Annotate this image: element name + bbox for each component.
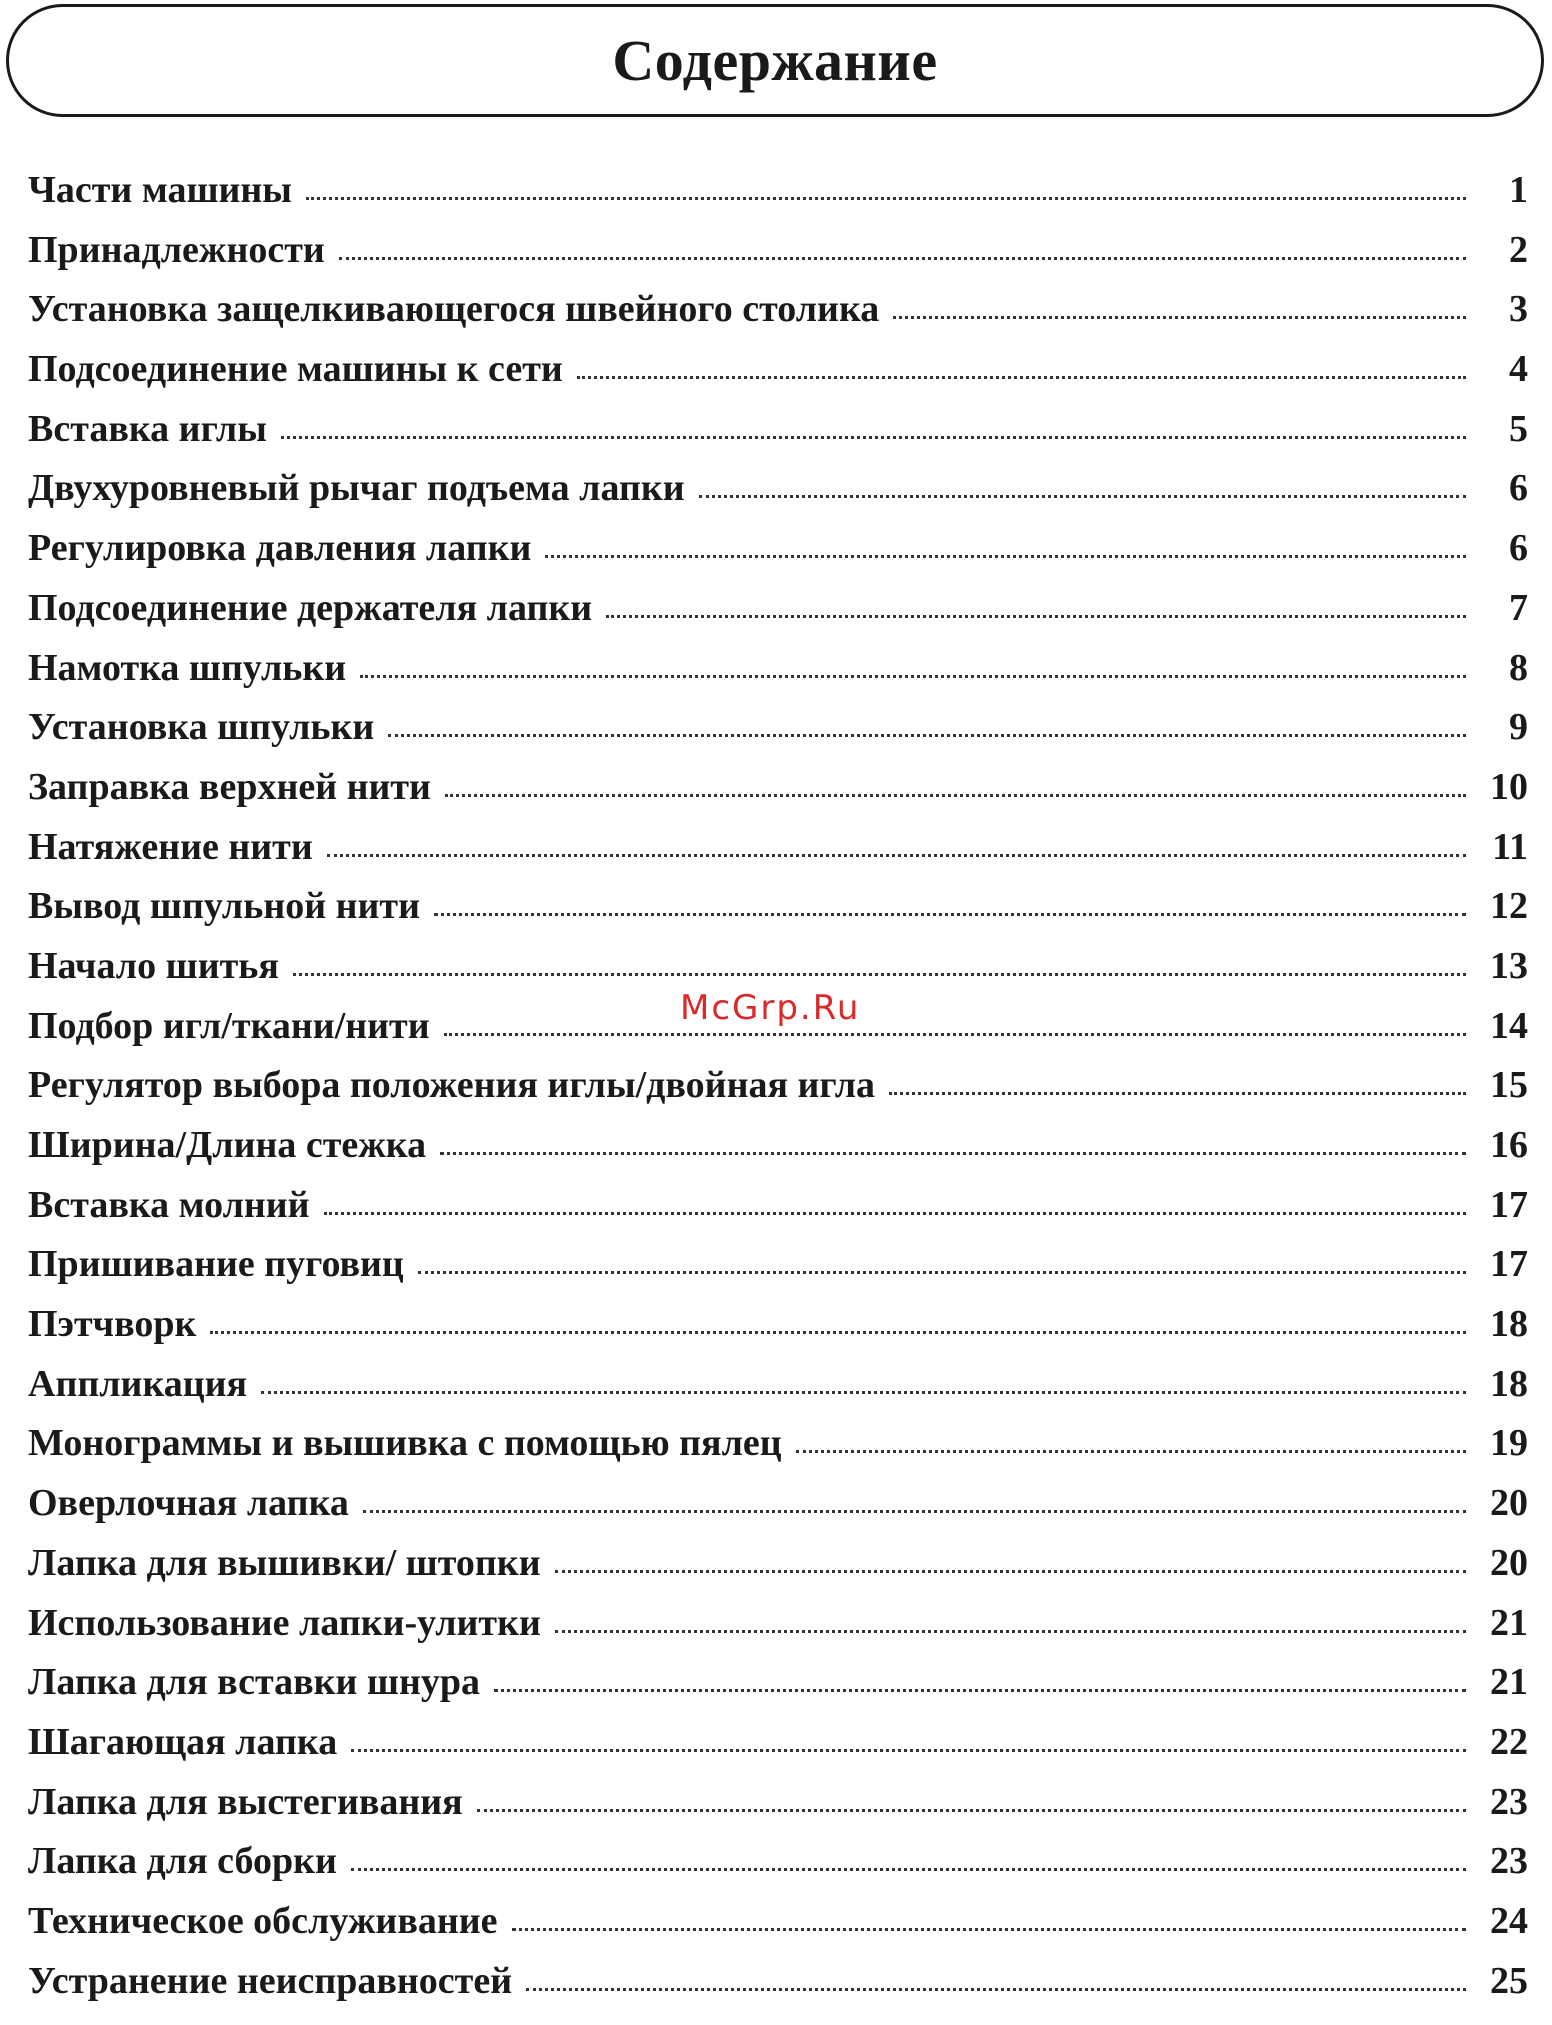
toc-entry: [28, 347, 1528, 407]
dot-leader: [351, 1868, 1466, 1871]
toc-entry-page-number: 17: [1490, 1243, 1528, 1286]
toc-entry-page-number: 21: [1490, 1601, 1528, 1644]
toc-entry: [28, 1123, 1528, 1183]
toc-entry-page-number: 21: [1490, 1661, 1528, 1704]
page-title: Содержание: [612, 28, 938, 93]
dot-leader: [526, 1988, 1466, 1991]
toc-entry-page-number: 23: [1490, 1840, 1528, 1883]
toc-entry-title: Вывод шпульной нити: [28, 885, 420, 928]
toc-entry: [28, 825, 1528, 885]
dot-leader: [699, 495, 1466, 498]
toc-entry: [28, 407, 1528, 467]
dot-leader: [327, 854, 1466, 857]
toc-entry-page-number: 6: [1509, 527, 1528, 570]
toc-entry-title: Лапка для вставки шнура: [28, 1661, 481, 1704]
watermark: McGrp.Ru: [680, 988, 861, 1028]
toc-entry-title: Лапка для выстегивания: [28, 1780, 463, 1823]
toc-entry: [28, 466, 1528, 526]
toc-entry: [28, 1601, 1528, 1661]
toc-entry: [28, 1660, 1528, 1720]
toc-entry-title: Лапка для вышивки/ штопки: [28, 1541, 541, 1584]
toc-entry-title: Заправка верхней нити: [28, 765, 431, 808]
toc-entry-title: Части машины: [28, 169, 292, 211]
toc-entry-page-number: 7: [1509, 586, 1528, 629]
toc-entry-title: Подбор игл/ткани/нити: [28, 1004, 430, 1047]
toc-entry-title: Регулировка давления лапки: [28, 527, 532, 570]
dot-leader: [555, 1630, 1466, 1633]
toc-entry: [28, 287, 1528, 347]
toc-entry-page-number: 3: [1509, 288, 1528, 331]
dot-leader: [545, 555, 1466, 558]
dot-leader: [281, 436, 1466, 439]
dot-leader: [210, 1331, 1466, 1334]
toc-entry-title: Установка шпульки: [28, 706, 375, 749]
toc-entry-page-number: 4: [1509, 348, 1528, 391]
toc-entry-page-number: 15: [1490, 1064, 1528, 1107]
toc-entry-title: Лапка для сборки: [28, 1840, 337, 1883]
toc-entry: [28, 1421, 1528, 1481]
toc-entry-page-number: 25: [1490, 1959, 1528, 2002]
toc-entry-page-number: 2: [1509, 228, 1528, 271]
toc-entry-page-number: 17: [1490, 1183, 1528, 1226]
dot-leader: [445, 794, 1466, 797]
dot-leader: [494, 1689, 1466, 1692]
toc-entry: [28, 1362, 1528, 1422]
toc-entry-title: Техническое обслуживание: [28, 1899, 498, 1942]
toc-entry-page-number: 13: [1490, 944, 1528, 987]
toc-entry-page-number: 5: [1509, 407, 1528, 450]
dot-leader: [339, 257, 1466, 260]
toc-entry-page-number: 24: [1490, 1899, 1528, 1942]
toc-entry-page-number: 8: [1509, 646, 1528, 689]
toc-entry-page-number: 20: [1490, 1482, 1528, 1525]
toc-entry-title: Подсоединение держателя лапки: [28, 586, 593, 629]
toc-entry-title: Ширина/Длина стежка: [28, 1124, 427, 1166]
dot-leader: [306, 197, 1466, 200]
title-box: [6, 4, 1544, 117]
toc-entry: [28, 1481, 1528, 1541]
toc-entry: [28, 228, 1528, 288]
toc-entry: [28, 1063, 1528, 1123]
dot-leader: [261, 1391, 1466, 1394]
toc-entry-title: Намотка шпульки: [28, 646, 347, 689]
toc-entry-title: Оверлочная лапка: [28, 1482, 349, 1525]
dot-leader: [555, 1570, 1466, 1573]
toc-entry-page-number: 22: [1490, 1720, 1528, 1763]
toc-entry-title: Двухуровневый рычаг подъема лапки: [28, 467, 685, 510]
toc-entry: [28, 168, 1528, 228]
toc-entry-title: Вставка молний: [28, 1183, 310, 1226]
toc-entry: [28, 1242, 1528, 1302]
toc-entry: [28, 765, 1528, 825]
toc-entry-title: Натяжение нити: [28, 825, 313, 868]
toc-entry: [28, 646, 1528, 706]
toc-entry-title: Принадлежности: [28, 228, 325, 271]
dot-leader: [360, 675, 1466, 678]
table-of-contents: [28, 168, 1528, 2018]
dot-leader: [363, 1510, 1466, 1513]
toc-entry: [28, 1959, 1528, 2019]
toc-entry-page-number: 9: [1509, 706, 1528, 749]
dot-leader: [606, 615, 1466, 618]
toc-entry-title: Устранение неисправностей: [28, 1959, 513, 2002]
toc-entry: [28, 586, 1528, 646]
dot-leader: [440, 1152, 1466, 1155]
dot-leader: [796, 1450, 1466, 1453]
toc-entry-page-number: 23: [1490, 1780, 1528, 1823]
dot-leader: [893, 316, 1466, 319]
dot-leader: [889, 1092, 1466, 1095]
toc-entry-title: Использование лапки-улитки: [28, 1601, 541, 1644]
toc-entry: [28, 1899, 1528, 1959]
toc-entry-page-number: 12: [1490, 885, 1528, 928]
toc-entry-title: Установка защелкивающегося швейного столика: [28, 288, 880, 331]
dot-leader: [434, 913, 1466, 916]
dot-leader: [477, 1809, 1466, 1812]
toc-entry-title: Шагающая лапка: [28, 1720, 338, 1763]
dot-leader: [418, 1271, 1466, 1274]
toc-entry: [28, 1541, 1528, 1601]
dot-leader: [388, 734, 1466, 737]
toc-entry-title: Пришивание пуговиц: [28, 1243, 404, 1286]
toc-entry-page-number: 10: [1490, 765, 1528, 808]
toc-entry: [28, 1183, 1528, 1243]
toc-entry: [28, 1839, 1528, 1899]
toc-entry-page-number: 19: [1490, 1422, 1528, 1465]
toc-entry: [28, 884, 1528, 944]
toc-entry: [28, 705, 1528, 765]
dot-leader: [577, 376, 1466, 379]
toc-entry-title: Вставка иглы: [28, 407, 267, 450]
toc-entry: [28, 1302, 1528, 1362]
toc-entry-title: Регулятор выбора положения иглы/двойная игла: [28, 1064, 876, 1107]
dot-leader: [512, 1928, 1467, 1931]
toc-entry-title: Начало шитья: [28, 944, 279, 987]
toc-entry: [28, 1780, 1528, 1840]
toc-entry-page-number: 18: [1490, 1362, 1528, 1405]
toc-entry-page-number: 14: [1490, 1004, 1528, 1047]
toc-entry: [28, 1720, 1528, 1780]
toc-entry-title: Монограммы и вышивка с помощью пялец: [28, 1422, 782, 1465]
dot-leader: [293, 973, 1466, 976]
toc-entry-page-number: 20: [1490, 1541, 1528, 1584]
toc-entry-page-number: 18: [1490, 1303, 1528, 1346]
toc-entry-page-number: 6: [1509, 467, 1528, 510]
dot-leader: [444, 1033, 1466, 1036]
toc-entry-page-number: 16: [1490, 1124, 1528, 1166]
toc-entry-title: Пэтчворк: [28, 1303, 197, 1346]
toc-entry-title: Подсоединение машины к сети: [28, 348, 563, 391]
dot-leader: [324, 1212, 1466, 1215]
toc-entry-page-number: 11: [1492, 825, 1528, 868]
dot-leader: [351, 1749, 1466, 1752]
toc-entry-title: Аппликация: [28, 1362, 248, 1405]
toc-entry: [28, 526, 1528, 586]
toc-entry-page-number: 1: [1509, 169, 1528, 211]
